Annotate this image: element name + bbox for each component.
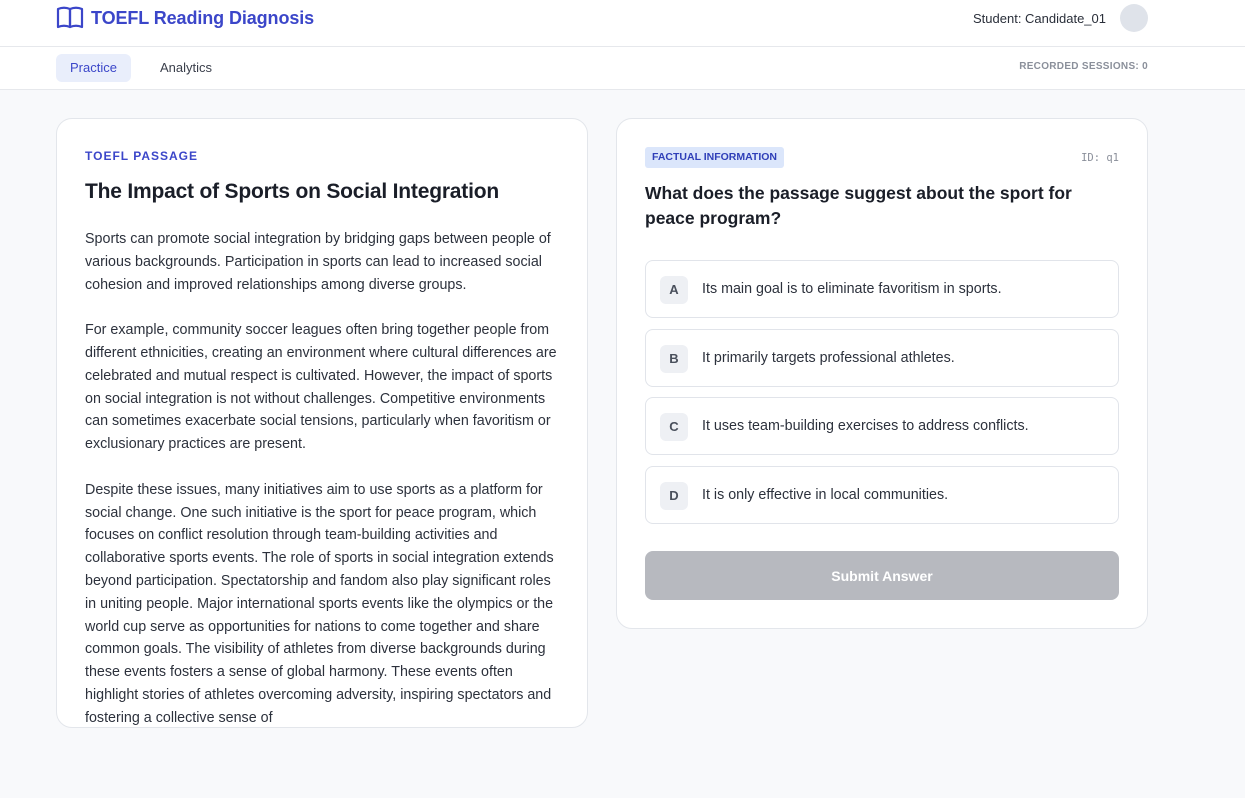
option-text: It primarily targets professional athletes. <box>702 350 955 366</box>
option-letter: D <box>660 482 688 510</box>
answer-option-a[interactable] <box>645 260 1119 318</box>
question-id: ID: q1 <box>1081 152 1119 164</box>
option-letter: C <box>660 413 688 441</box>
passage-card <box>56 118 588 728</box>
book-open-icon <box>56 5 84 31</box>
passage-body[interactable] <box>85 228 563 728</box>
answer-option-b[interactable] <box>645 329 1119 387</box>
passage-paragraph: Despite these issues, many initiatives aim to use sports as a platform for social change. One such initiative is the sport for peace program, which focuses on conflict resolution through team-building activities and collaborative sports events. The role of sports in social integration extends beyond participation. Spectatorship and fandom also play significant roles in uniting people. Major international sports events like the olympics or the world cup serve as opportunities for nations to come together and share common goals. The visibility of athletes from diverse backgrounds during these events fosters a sense of global harmony. These events often highlight stories of athletes overcoming adversity, inspiring spectators and fostering a collective sense of <box>85 481 554 726</box>
question-text: What does the passage suggest about the sport for peace program? <box>645 183 1072 228</box>
passage-kicker: TOEFL PASSAGE <box>85 149 199 163</box>
answer-option-d[interactable] <box>645 466 1119 524</box>
avatar[interactable] <box>1120 4 1148 32</box>
top-bar <box>0 0 1245 47</box>
question-type-badge: FACTUAL INFORMATION <box>645 147 784 168</box>
passage-paragraph: Sports can promote social integration by bridging gaps between people of various backgrounds. Participation in sports can lead to increased social cohesion and improved relationships among diverse groups. <box>85 231 551 293</box>
option-text: Its main goal is to eliminate favoritism in sports. <box>702 281 1002 297</box>
app-title: TOEFL Reading Diagnosis <box>91 7 315 28</box>
tab-practice[interactable]: Practice <box>56 54 131 82</box>
tab-analytics[interactable]: Analytics <box>160 60 213 75</box>
passage-title: The Impact of Sports on Social Integration <box>85 180 499 203</box>
submit-answer-button[interactable]: Submit Answer <box>645 551 1119 600</box>
brand[interactable] <box>56 5 314 31</box>
option-text: It uses team-building exercises to address conflicts. <box>702 418 1029 434</box>
recorded-sessions-count: RECORDED SESSIONS: 0 <box>1019 61 1148 72</box>
option-text: It is only effective in local communities. <box>702 487 949 503</box>
student-info <box>973 4 1148 32</box>
nav-bar <box>0 47 1245 90</box>
question-card <box>616 118 1148 629</box>
answer-option-c[interactable] <box>645 397 1119 455</box>
student-label: Student: Candidate_01 <box>973 10 1106 26</box>
passage-paragraph: For example, community soccer leagues often bring together people from different ethnicities, creating an environment where cultural differences are celebrated and mutual respect is cultivated. However, the impact of sports on social integration is not without challenges. Competitive environments can sometimes exacerbate social tensions, particularly when favoritism or exclusionary practices are present. <box>85 322 557 453</box>
option-letter: A <box>660 276 688 304</box>
option-letter: B <box>660 345 688 373</box>
